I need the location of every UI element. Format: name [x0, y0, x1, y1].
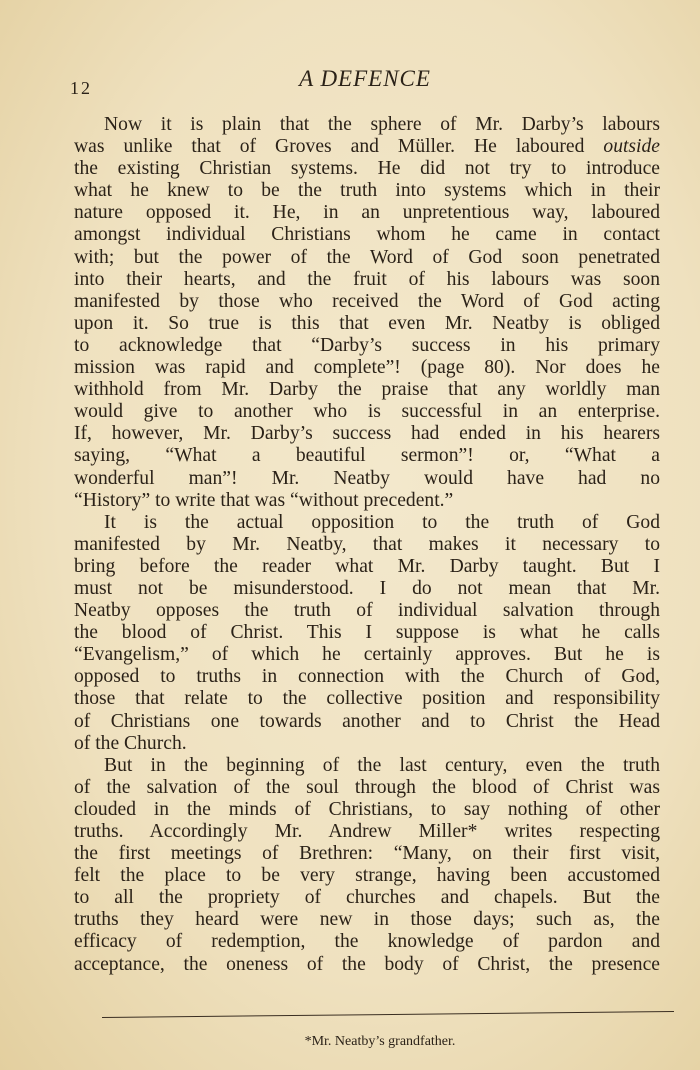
- text-line: It is the actual opposition to the truth of God: [104, 511, 660, 533]
- text-line: the blood of Christ. This I suppose is what he calls: [74, 622, 660, 644]
- text-line: mission was rapid and complete”! (page 80). Nor does he: [74, 357, 660, 379]
- text-line: those that relate to the collective position and responsibility: [74, 688, 660, 710]
- text-line: into their hearts, and the fruit of his labours was soon: [74, 268, 660, 290]
- text-line: the first meetings of Brethren: “Many, on their first visit,: [74, 843, 660, 865]
- text-line: But in the beginning of the last century, even the truth: [104, 754, 660, 776]
- text-line: the existing Christian systems. He did not try to introduce: [74, 158, 660, 180]
- text-line: clouded in the minds of Christians, to say nothing of other: [74, 798, 660, 820]
- running-head: A DEFENCE: [299, 66, 431, 91]
- text-line: manifested by those who received the Word of God acting: [74, 290, 660, 312]
- paragraph: [74, 755, 660, 976]
- text-line: “Evangelism,” of which he certainly approves. But he is: [74, 644, 660, 666]
- text-line: what he knew to be the truth into systems which in their: [74, 180, 660, 202]
- text-line: wonderful man”! Mr. Neatby would have had no: [74, 467, 660, 489]
- text-line: to acknowledge that “Darby’s success in his primary: [74, 334, 660, 356]
- text-line: withhold from Mr. Darby the praise that any worldly man: [74, 379, 660, 401]
- text-segment: was unlike that of Groves and Müller. He laboured: [74, 136, 604, 158]
- text-line: Neatby opposes the truth of individual salvation through: [74, 600, 660, 622]
- text-line: of the Church.: [74, 732, 187, 754]
- text-line: to all the propriety of churches and chapels. But the: [74, 887, 660, 909]
- text-line: manifested by Mr. Neatby, that makes it necessary to: [74, 533, 660, 555]
- text-line: bring before the reader what Mr. Darby taught. But I: [74, 555, 660, 577]
- paragraph: [74, 114, 660, 512]
- footnote: *Mr. Neatby’s grandfather.: [304, 1034, 456, 1049]
- page-number: 12: [70, 78, 92, 98]
- text-line: would give to another who is successful in an enterprise.: [74, 401, 660, 423]
- text-line: with; but the power of the Word of God soon penetrated: [74, 246, 660, 268]
- text-line: truths they heard were new in those days; such as, the: [74, 909, 660, 931]
- text-line: upon it. So true is this that even Mr. Neatby is obliged: [74, 312, 660, 334]
- text-line: must not be misunderstood. I do not mean that Mr.: [74, 577, 660, 599]
- text-line: felt the place to be very strange, having been accustomed: [74, 865, 660, 887]
- body-text: [74, 114, 660, 976]
- footnote-rule: [102, 1011, 674, 1018]
- emphasis: outside: [603, 136, 660, 158]
- text-line: [74, 136, 660, 158]
- text-line: truths. Accordingly Mr. Andrew Miller* writes respecting: [74, 821, 660, 842]
- paragraph: [74, 512, 660, 755]
- text-line: amongst individual Christians whom he came in contact: [74, 224, 660, 246]
- text-line: acceptance, the oneness of the body of Christ, the presence: [74, 953, 660, 975]
- text-line: nature opposed it. He, in an unpretentious way, laboured: [74, 202, 660, 224]
- text-line: efficacy of redemption, the knowledge of pardon and: [74, 931, 660, 953]
- text-line: “History” to write that was “without precedent.”: [74, 489, 454, 511]
- text-line: If, however, Mr. Darby’s success had ended in his hearers: [74, 423, 660, 445]
- text-line: Now it is plain that the sphere of Mr. Darby’s labours: [104, 114, 660, 135]
- text-line: opposed to truths in connection with the Church of God,: [74, 666, 660, 688]
- text-line: saying, “What a beautiful sermon”! or, “What a: [74, 445, 660, 467]
- text-line: of the salvation of the soul through the blood of Christ was: [74, 776, 660, 798]
- text-line: of Christians one towards another and to Christ the Head: [74, 710, 660, 732]
